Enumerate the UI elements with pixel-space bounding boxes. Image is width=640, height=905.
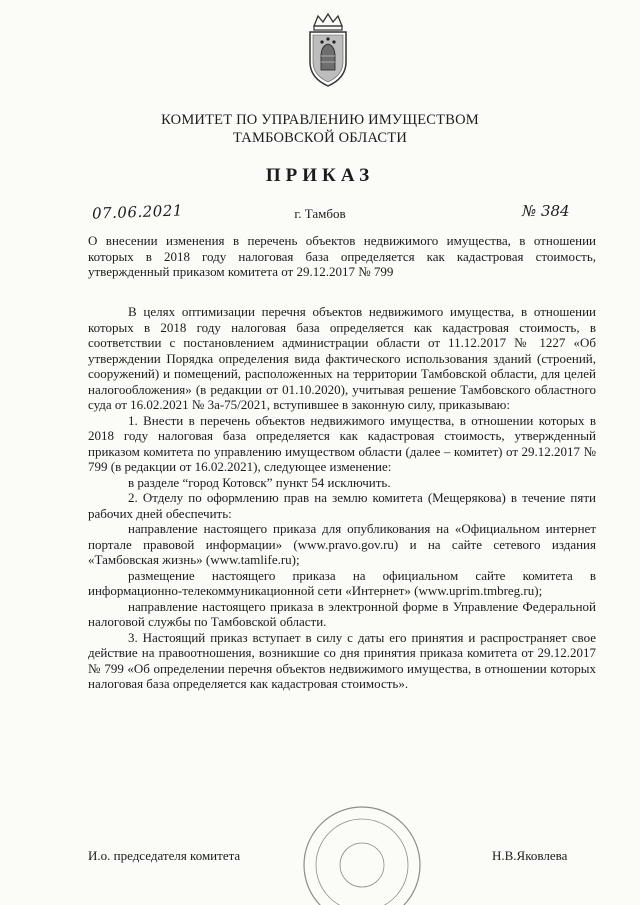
paragraph-preamble: В целях оптимизации перечня объектов недвижимого имущества, в отношении которых в 2018 году налоговая база определяется как кадастровая стоимость, в соответствии с постановлением администрации области от 11.12.2017 № 1227 «Об утверждении Порядка определения вида фактического использования зданий (строений, сооружений) и помещений, расположенных на территории Тамбовской области, для целей налогообложения» (в редакции от 01.10.2020), учитывая решение Тамбовского областного суда от 16.02.2021 № 3а-75/2021, вступившее в законную силу, приказываю: xyxy=(88,304,596,412)
document-city: г. Тамбов xyxy=(294,206,346,221)
paragraph-item-1: 1. Внести в перечень объектов недвижимого имущества, в отношении которых в 2018 году налоговая база определяется как кадастровая стоимость, утвержденный приказом комитета по управлению имуществом области (далее – комитет) от 29.12.2017 № 799 (в редакции от 16.02.2021), следующее изменение: xyxy=(88,412,596,474)
coat-of-arms-icon xyxy=(300,12,356,90)
document-date: 07.06.2021 xyxy=(91,201,184,223)
paragraph-item-1-change: в разделе “город Котовск” пункт 54 исключить. xyxy=(128,474,391,490)
paragraph-item-3: 3. Настоящий приказ вступает в силу с даты его принятия и распространяет свое действие на правоотношения, возникшие со дня принятия приказа комитета от 29.12.2017 № 799 «Об определении перечня объектов недвижимого имущества, в отношении которых налоговая база определяется как кадастровая стоимость». xyxy=(88,629,596,691)
paragraph-item-2c: направление настоящего приказа в электронной форме в Управление Федеральной налоговой службы по Тамбовской области. xyxy=(88,598,596,629)
document-subject: О внесении изменения в перечень объектов недвижимого имущества, в отношении которых в 2018 году налоговая база определяется как кадастровая стоимость, утвержденный приказом комитета от 29.12.2017 № 799 xyxy=(88,233,596,279)
paragraph-item-2a: направление настоящего приказа для опубликования на «Официальном интернет портале правовой информации» (www.pravo.gov.ru) и на сайте сетевого издания «Тамбовская жизнь» (www.tamlife.ru); xyxy=(88,521,596,567)
org-name-line2: ТАМБОВСКОЙ ОБЛАСТИ xyxy=(232,130,408,146)
paragraph-item-2: 2. Отделу по оформлению прав на землю комитета (Мещерякова) в течение пяти рабочих дней обеспечить: xyxy=(88,490,596,521)
document-title: ПРИКАЗ xyxy=(265,165,375,186)
signatory-name: Н.В.Яковлева xyxy=(492,848,568,863)
document-number: № 384 xyxy=(522,202,570,220)
paragraph-item-2b: размещение настоящего приказа на официальном сайте комитета в информационно-телекоммуникационной сети «Интернет» (www.uprim.tmbreg.ru); xyxy=(88,567,596,598)
signatory-position: И.о. председателя комитета xyxy=(88,848,241,863)
official-stamp-icon xyxy=(292,795,432,905)
org-name-line1: КОМИТЕТ ПО УПРАВЛЕНИЮ ИМУЩЕСТВОМ xyxy=(161,112,479,128)
document-body xyxy=(88,304,596,692)
